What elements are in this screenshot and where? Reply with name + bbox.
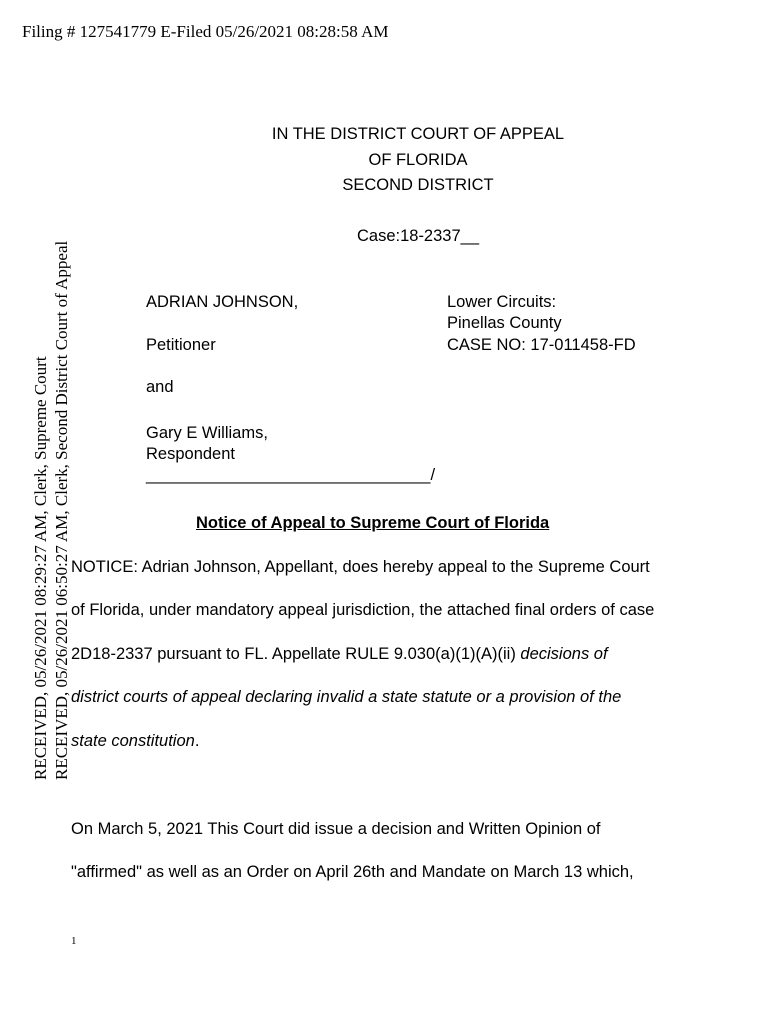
notice-line-3 xyxy=(71,645,608,664)
notice-line-5-end: . xyxy=(194,732,200,750)
notice-line-4: district courts of appeal declaring invalid a state statute or a provision of the xyxy=(71,688,622,706)
court-caption-line-2: OF FLORIDA xyxy=(368,151,468,169)
received-stamp-district-court: RECEIVED, 05/26/2021 06:50:27 AM, Clerk, Second District Court of Appeal xyxy=(52,240,71,780)
case-number: Case:18-2337__ xyxy=(356,227,479,245)
respondent-name: Gary E Williams, xyxy=(146,424,268,442)
notice-line-5 xyxy=(71,732,199,751)
document-title: Notice of Appeal to Supreme Court of Florida xyxy=(196,514,550,532)
filing-header: Filing # 127541779 E-Filed 05/26/2021 08:28:58 AM xyxy=(22,22,389,41)
notice-line-5-italic: state constitution xyxy=(71,732,195,750)
court-caption-line-1: IN THE DISTRICT COURT OF APPEAL xyxy=(271,125,565,143)
lower-circuit-case-no: CASE NO: 17-011458-FD xyxy=(447,336,636,354)
paragraph-2-line-2: "affirmed" as well as an Order on April 26th and Mandate on March 13 which, xyxy=(71,863,634,881)
court-caption-line-3: SECOND DISTRICT xyxy=(342,176,494,194)
party-conjunction: and xyxy=(146,378,174,396)
respondent-role: Respondent xyxy=(146,445,235,463)
notice-line-3-italic: decisions of xyxy=(520,645,608,663)
lower-circuit-label: Lower Circuits: xyxy=(447,293,557,311)
signature-line: _______________________________/ xyxy=(146,466,436,484)
notice-line-1: NOTICE: Adrian Johnson, Appellant, does hereby appeal to the Supreme Court xyxy=(71,558,650,576)
page-number: 1 xyxy=(71,935,77,947)
received-stamp-supreme-court: RECEIVED, 05/26/2021 08:29:27 AM, Clerk, Supreme Court xyxy=(31,356,50,780)
lower-circuit-county: Pinellas County xyxy=(447,314,562,332)
received-stamps xyxy=(30,241,72,780)
notice-line-2: of Florida, under mandatory appeal jurisdiction, the attached final orders of case xyxy=(71,601,655,619)
petitioner-name: ADRIAN JOHNSON, xyxy=(146,293,299,311)
petitioner-role: Petitioner xyxy=(146,336,216,354)
paragraph-2-line-1: On March 5, 2021 This Court did issue a decision and Written Opinion of xyxy=(71,820,601,838)
notice-line-3-text: 2D18-2337 pursuant to FL. Appellate RULE 9.030(a)(1)(A)(ii) xyxy=(71,645,521,663)
